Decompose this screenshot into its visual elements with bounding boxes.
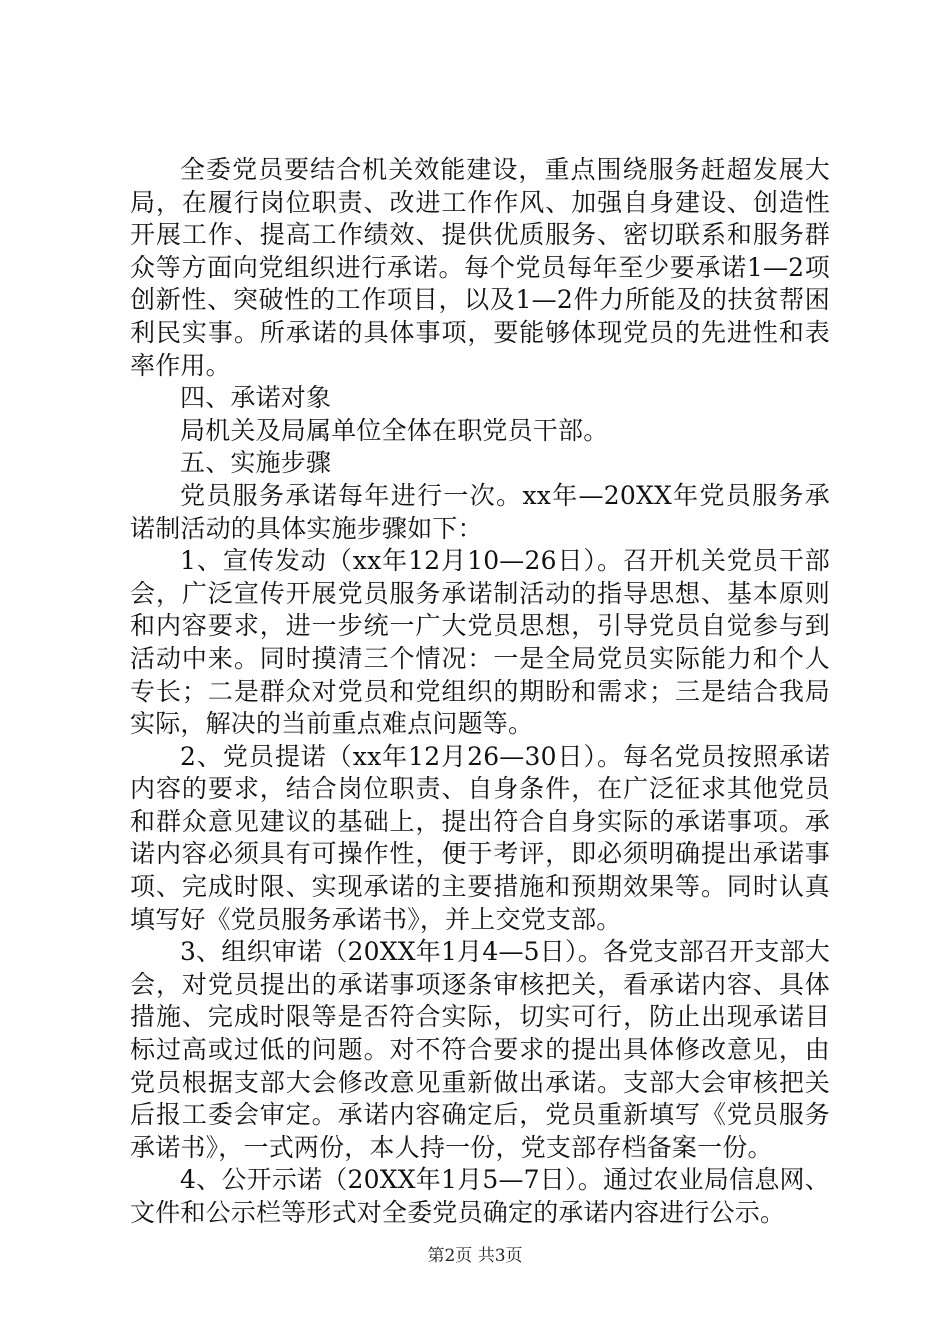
paragraph-commitment-content: 全委党员要结合机关效能建设，重点围绕服务赶超发展大局，在履行岗位职责、改进工作作风、加强自身建设、创造性开展工作、提高工作绩效、提供优质服务、密切联系和服务群众等方面向党组织进行承诺。每个党员每年至少要承诺1—2项创新性、突破性的工作项目，以及1—2件力所能及的扶贫帮困利民实事。所承诺的具体事项，要能够体现党员的先进性和表率作用。: [130, 155, 830, 380]
section-heading-commitment-target: 四、承诺对象: [180, 383, 332, 413]
document-body: [130, 154, 830, 1230]
section-heading-implementation-steps: 五、实施步骤: [180, 448, 332, 478]
paragraph-steps-intro: 党员服务承诺每年进行一次。xx年—20XX年党员服务承诺制活动的具体实施步骤如下：: [130, 480, 830, 543]
paragraph-step-2: 2、党员提诺（xx年12月26—30日）。每名党员按照承诺内容的要求，结合岗位职责、自身条件，在广泛征求其他党员和群众意见建议的基础上，提出符合自身实际的承诺事项。承诺内容必须具有可操作性，便于考评，即必须明确提出承诺事项、完成时限、实现承诺的主要措施和预期效果等。同时认真填写好《党员服务承诺书》，并上交党支部。: [130, 741, 830, 934]
paragraph-step-1: 1、宣传发动（xx年12月10—26日）。召开机关党员干部会，广泛宣传开展党员服务承诺制活动的指导思想、基本原则和内容要求，进一步统一广大党员思想，引导党员自觉参与到活动中来。同时摸清三个情况：一是全局党员实际能力和个人专长；二是群众对党员和党组织的期盼和需求；三是结合我局实际，解决的当前重点难点问题等。: [130, 546, 830, 739]
paragraph-commitment-target: 局机关及局属单位全体在职党员干部。: [180, 415, 609, 445]
page-footer: 第2页 共3页: [427, 1246, 523, 1266]
paragraph-step-4: 4、公开示诺（20XX年1月5—7日）。通过农业局信息网、文件和公示栏等形式对全委党员确定的承诺内容进行公示。: [130, 1165, 830, 1227]
paragraph-step-3: 3、组织审诺（20XX年1月4—5日）。各党支部召开支部大会，对党员提出的承诺事项逐条审核把关，看承诺内容、具体措施、完成时限等是否符合实际，切实可行，防止出现承诺目标过高或过低的问题。对不符合要求的提出具体修改意见，由党员根据支部大会修改意见重新做出承诺。支部大会审核把关后报工委会审定。承诺内容确定后，党员重新填写《党员服务承诺书》，一式两份，本人持一份，党支部存档备案一份。: [130, 937, 830, 1162]
